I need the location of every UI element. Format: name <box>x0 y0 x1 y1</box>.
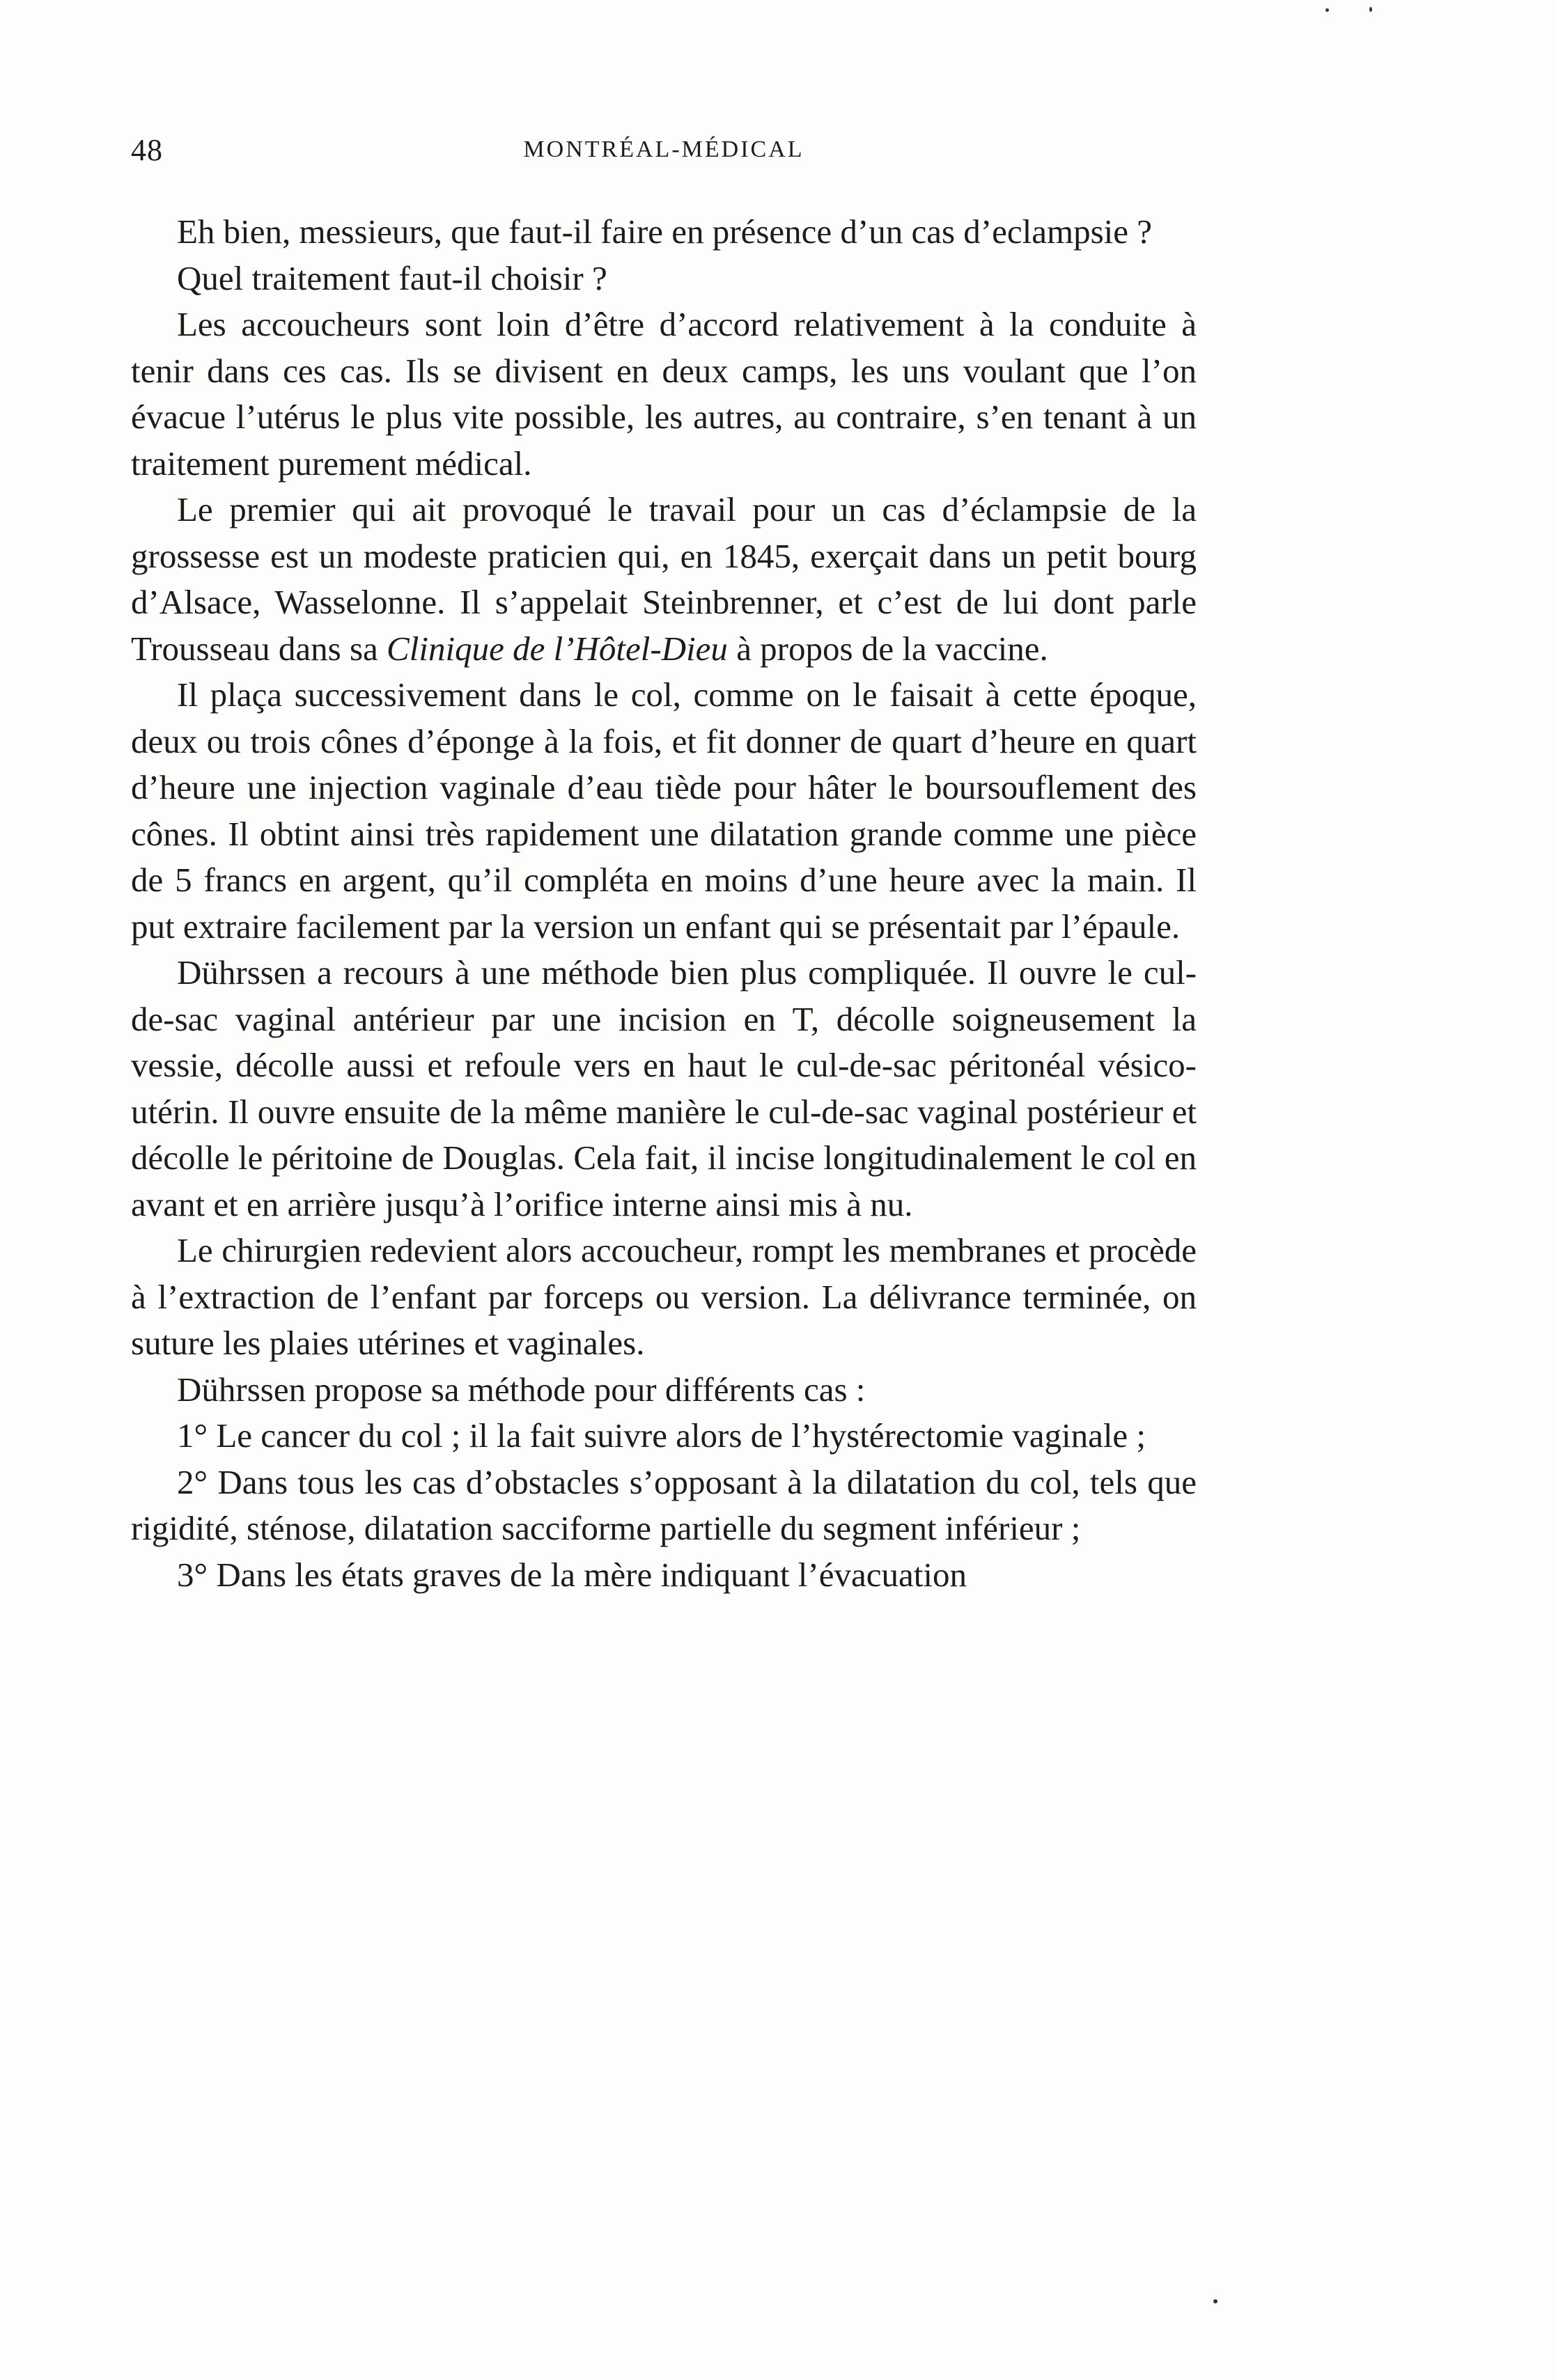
list-item-3: 3° Dans les états graves de la mère indiquant l’évacuation <box>177 1555 967 1594</box>
running-title: MONTRÉAL-MÉDICAL <box>523 136 804 162</box>
scan-speck <box>1369 7 1372 12</box>
paragraph-question-2: Quel traitement faut-il choisir ? <box>177 258 607 297</box>
scan-speck <box>1325 8 1329 12</box>
body-text <box>131 209 1197 1598</box>
book-title-italic: Clinique de l’Hôtel-Dieu <box>387 629 728 668</box>
list-item-2: 2° Dans tous les cas d’obstacles s’opposant à la dilatation du col, tels que rigidité, sténose, dilatation sacciforme partielle du segment inférieur ; <box>131 1462 1197 1547</box>
page-header <box>131 132 1197 181</box>
paragraph-duhrssen-cases: Dührssen propose sa méthode pour différents cas : <box>177 1370 866 1409</box>
paragraph-question-1: Eh bien, messieurs, que faut-il faire en présence d’un cas d’eclampsie ? <box>177 212 1152 251</box>
steinbrenner-text-after: à propos de la vaccine. <box>727 629 1048 668</box>
scan-speck <box>1213 2299 1217 2303</box>
page-number: 48 <box>131 133 163 167</box>
paragraph-placement: Il plaça successivement dans le col, comme on le faisait à cette époque, deux ou trois cônes d’éponge à la fois, et fit donner de quart d’heure en quart d’heure une injection vaginale d’eau tiède pour hâter le boursouflement des cônes. Il obtint ainsi très rapidement une dilatation grande comme une pièce de 5 francs en argent, qu’il compléta en moins d’une heure avec la main. Il put extraire facilement par la version un enfant qui se présentait par l’épaule. <box>131 675 1197 946</box>
steinbrenner-text-before: Le premier qui ait provoqué le travail pour un cas d’éclampsie de la grossesse est un modeste praticien qui, en 1845, exerçait dans un petit bourg d’Alsace, Wasselonne. Il s’appelait Steinbrenner, et c’est de lui dont parle Trousseau dans sa <box>131 490 1197 668</box>
paragraph-steinbrenner <box>131 487 1197 672</box>
paragraph-accoucheurs: Les accoucheurs sont loin d’être d’accord relativement à la conduite à tenir dans ces cas. Ils se divisent en deux camps, les uns voulant que l’on évacue l’utérus le plus vite possible, les autres, au contraire, s’en tenant à un traitement purement médical. <box>131 305 1197 483</box>
paragraph-duhrssen-method: Dührssen a recours à une méthode bien plus compliquée. Il ouvre le cul-de-sac vaginal antérieur par une incision en T, décolle soigneusement la vessie, décolle aussi et refoule vers en haut le cul-de-sac péritonéal vésico-utérin. Il ouvre ensuite de la même manière le cul-de-sac vaginal postérieur et décolle le péritoine de Douglas. Cela fait, il incise longitudinalement le col en avant et en arrière jusqu’à l’orifice interne ainsi mis à nu. <box>131 953 1197 1223</box>
paragraph-chirurgien: Le chirurgien redevient alors accoucheur, rompt les membranes et procède à l’extraction de l’enfant par forceps ou version. La délivrance terminée, on suture les plaies utérines et vaginales. <box>131 1231 1197 1362</box>
list-item-1: 1° Le cancer du col ; il la fait suivre alors de l’hystérectomie vaginale ; <box>177 1416 1146 1455</box>
